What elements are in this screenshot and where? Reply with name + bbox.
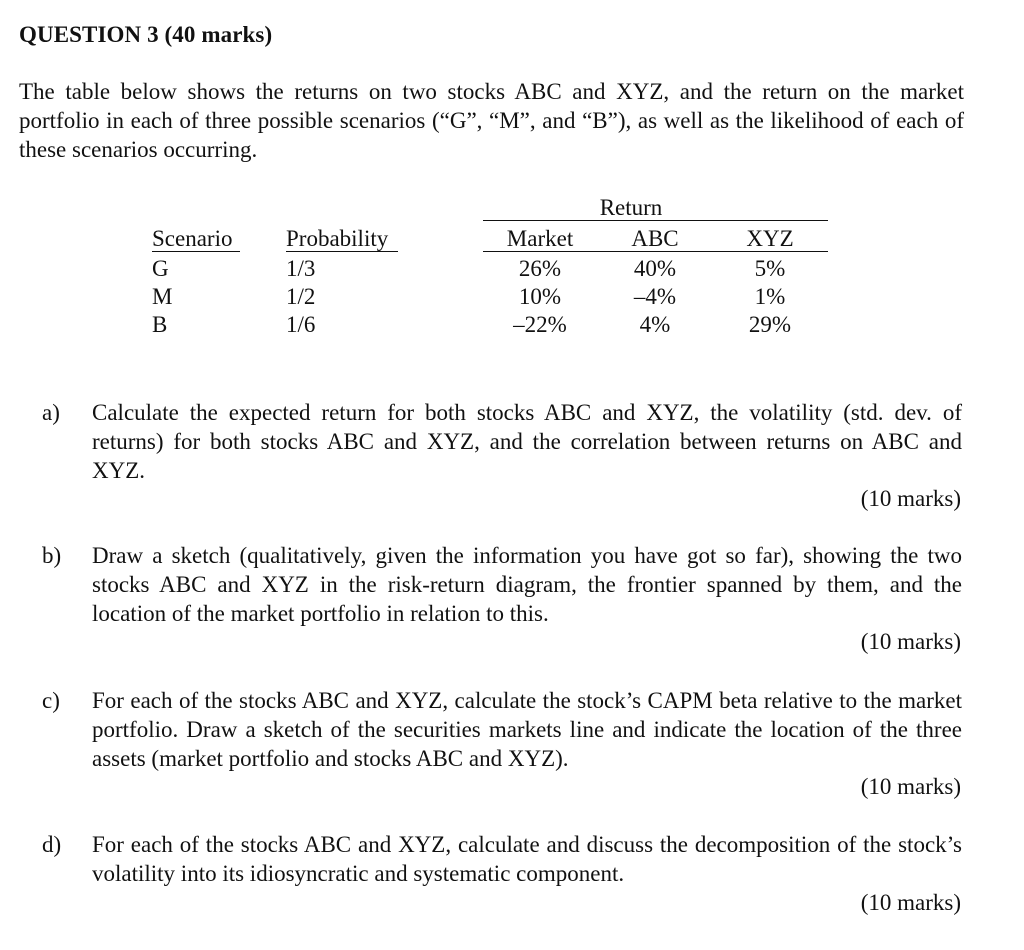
header-market: Market <box>506 226 574 251</box>
return-group-rule <box>483 220 828 221</box>
question-marks: (10 marks) <box>860 890 961 915</box>
question-letter: d) <box>42 832 62 857</box>
header-rule-scenario <box>152 251 240 252</box>
question-letter: a) <box>42 400 60 425</box>
table-cell-market: –22% <box>513 312 567 337</box>
question-text: Calculate the expected return for both stocks ABC and XYZ, the volatility (std. dev. of returns) for both stocks ABC and XYZ, and the correlation between returns on ABC and XYZ. <box>92 400 962 483</box>
table-cell-abc: 4% <box>639 312 671 337</box>
table-cell-market: 10% <box>518 284 562 309</box>
table-cell-xyz: 1% <box>754 284 786 309</box>
question-text: For each of the stocks ABC and XYZ, calculate and discuss the decomposition of the stock’s volatility into its idiosyncratic and systematic component. <box>92 832 962 886</box>
header-rule-probability <box>286 251 398 252</box>
header-rule-return <box>483 251 828 252</box>
question-letter: c) <box>42 688 60 713</box>
question-marks: (10 marks) <box>860 629 961 654</box>
question-marks: (10 marks) <box>860 486 961 511</box>
table-cell-xyz: 5% <box>754 256 786 281</box>
returns-table <box>0 0 1024 360</box>
table-cell-probability: 1/3 <box>286 256 316 281</box>
question-letter: b) <box>42 543 62 568</box>
question-text: For each of the stocks ABC and XYZ, calculate the stock’s CAPM beta relative to the market portfolio. Draw a sketch of the securities markets line and indicate the location of the three assets (market portfolio and stocks ABC and XYZ). <box>92 688 962 771</box>
header-abc: ABC <box>631 226 679 251</box>
return-group-header: Return <box>599 195 663 220</box>
question-text: Draw a sketch (qualitatively, given the information you have got so far), showing the two stocks ABC and XYZ in the risk-return diagram, the frontier spanned by them, and the location of the market portfolio in relation to this. <box>92 543 962 626</box>
question-marks: (10 marks) <box>860 774 961 799</box>
header-probability: Probability <box>286 226 389 251</box>
table-cell-scenario: G <box>152 256 169 281</box>
header-xyz: XYZ <box>746 226 794 251</box>
table-cell-xyz: 29% <box>748 312 792 337</box>
table-cell-market: 26% <box>518 256 562 281</box>
question-title: QUESTION 3 (40 marks) <box>19 22 273 47</box>
table-cell-scenario: B <box>152 312 168 337</box>
table-cell-abc: 40% <box>633 256 677 281</box>
intro-paragraph: The table below shows the returns on two stocks ABC and XYZ, and the return on the market portfolio in each of three possible scenarios (“G”, “M”, and “B”), as well as the likelihood of each of these scenarios occurring. <box>19 79 964 162</box>
table-cell-scenario: M <box>152 284 173 309</box>
header-scenario: Scenario <box>152 226 233 251</box>
table-cell-probability: 1/2 <box>286 284 316 309</box>
table-cell-probability: 1/6 <box>286 312 316 337</box>
table-cell-abc: –4% <box>633 284 677 309</box>
